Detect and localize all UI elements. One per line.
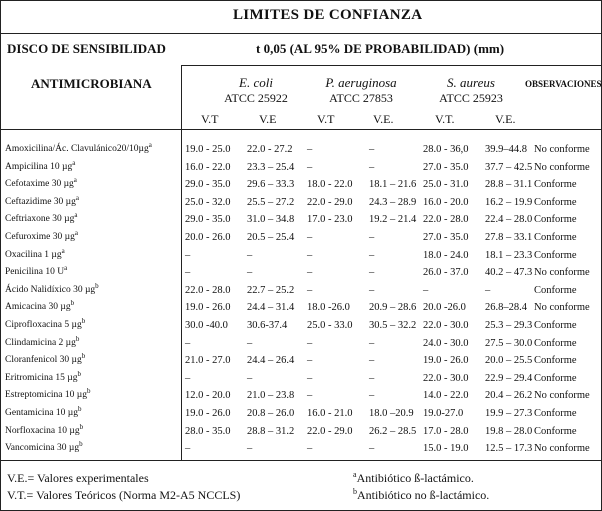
table-row [1, 440, 601, 458]
value-cell: – [185, 249, 191, 261]
value-cell: 26.8–28.4 [485, 302, 527, 314]
value-cell: 17.0 - 23.0 [307, 214, 353, 226]
table-row [1, 282, 601, 300]
table-row [1, 335, 601, 353]
value-cell: 22.9 – 29.4 [485, 372, 533, 384]
value-cell: – [369, 232, 375, 243]
value-cell: 22.0 - 29.0 [307, 425, 353, 437]
value-cell: 29.6 – 33.3 [247, 179, 295, 191]
footer-vt: V.T.= Valores Teóricos (Norma M2-A5 NCCLS) [7, 488, 241, 502]
value-cell: 19.0 - 25.0 [185, 144, 231, 155]
antimicrobial-sup: a [75, 193, 80, 202]
value-cell: 15.0 - 19.0 [423, 443, 469, 455]
antimicrobial-name [5, 158, 76, 172]
antimicrobial-name [5, 387, 91, 401]
value-cell: 27.5 – 30.0 [485, 337, 533, 349]
value-cell: – [185, 372, 191, 384]
observacion-cell: Conforme [534, 196, 577, 208]
subheader-ve: V.E [259, 112, 277, 126]
antimicrobial-sup: b [86, 387, 91, 396]
observacion-cell: Conforme [534, 425, 577, 437]
antimicrobial-label: Clindamicina 2 µg [5, 337, 76, 348]
observacion-cell: No conforme [534, 144, 590, 155]
value-cell: 20.8 – 26.0 [247, 408, 295, 419]
value-cell: 19.0-27.0 [423, 408, 464, 419]
organism-name: E. coli [239, 75, 273, 90]
observacion-cell: No conforme [534, 302, 590, 314]
value-cell: – [185, 267, 191, 279]
value-cell: 22.0 - 29.0 [307, 196, 353, 208]
observacion-cell: Conforme [534, 214, 577, 226]
antimicrobial-label: Ceftazidime 30 µg [5, 196, 76, 207]
table-row [1, 264, 601, 282]
note-sup: a [353, 470, 357, 479]
value-cell: – [307, 337, 313, 349]
observacion-cell: Conforme [534, 408, 577, 419]
value-cell: – [369, 144, 375, 155]
rule-organisms [181, 65, 601, 66]
organism-paeruginosa [306, 75, 416, 106]
value-cell: 19.8 – 28.0 [485, 425, 533, 437]
value-cell: 22.0 - 27.2 [247, 144, 293, 155]
organism-atcc: ATCC 27853 [329, 91, 393, 105]
antimicrobial-name [5, 405, 82, 418]
value-cell: 25.3 – 29.3 [485, 320, 533, 331]
antimicrobial-label: Estreptomicina 10 µg [5, 390, 87, 401]
value-cell: 27.0 - 35.0 [423, 161, 469, 173]
antimicrobial-sup: a [64, 264, 68, 273]
antimicrobial-label: Ampicilina 10 µg [5, 161, 73, 172]
observacion-cell: Conforme [534, 232, 577, 243]
value-cell: – [247, 267, 253, 279]
antimicrobial-name [5, 141, 152, 154]
value-cell: 21.0 - 27.0 [185, 355, 231, 367]
antimicrobial-sup: b [79, 422, 84, 431]
value-cell: 20.0 - 26.0 [185, 232, 231, 243]
value-cell: 39.9–44.8 [485, 144, 527, 155]
antimicrobial-label: Amoxicilina/Ác. Clavulánico20/10µg [5, 144, 149, 154]
value-cell: – [485, 284, 491, 296]
rule-top [1, 33, 601, 34]
value-cell: 29.0 - 35.0 [185, 179, 231, 191]
rule-table-bottom [1, 460, 601, 461]
value-cell: 18.1 – 23.3 [485, 249, 533, 261]
value-cell: – [307, 372, 313, 384]
table-row [1, 247, 601, 265]
value-cell: – [307, 355, 313, 367]
table-row [1, 299, 601, 317]
organism-ecoli [206, 75, 306, 106]
header-antimicrobiana: ANTIMICROBIANA [31, 76, 152, 91]
antimicrobial-label: Ácido Nalidíxico 30 µg [5, 284, 96, 295]
antimicrobial-name [5, 281, 99, 295]
page-title: LIMITES DE CONFIANZA [233, 7, 423, 23]
observacion-cell: Conforme [534, 372, 577, 384]
value-cell: – [307, 249, 313, 261]
footer-note-b [353, 488, 489, 503]
value-cell: 16.0 - 20.0 [423, 196, 469, 208]
antimicrobial-label: Norfloxacina 10 µg [5, 425, 80, 436]
antimicrobial-label: Ciprofloxacina 5 µg [5, 320, 82, 330]
value-cell: 31.0 – 34.8 [247, 214, 295, 226]
value-cell: 27.0 - 35.0 [423, 232, 469, 243]
value-cell: – [307, 232, 313, 243]
value-cell: – [369, 390, 375, 402]
antimicrobial-sup: b [81, 352, 86, 361]
observaciones-header: OBSERVACIONES [525, 79, 602, 89]
value-cell: – [307, 284, 313, 296]
antimicrobial-label: Cefuroxime 30 µg [5, 232, 75, 242]
antimicrobial-sup: b [78, 405, 82, 413]
value-cell: 24.0 - 30.0 [423, 337, 469, 349]
value-cell: 29.0 - 35.0 [185, 214, 231, 226]
observacion-cell: Conforme [534, 355, 577, 367]
value-cell: 19.0 - 26.0 [185, 408, 231, 419]
antimicrobial-name [5, 211, 78, 225]
value-cell: 16.0 - 22.0 [185, 161, 231, 173]
observacion-cell: Conforme [534, 179, 577, 191]
antimicrobial-sup: a [148, 141, 152, 149]
antimicrobial-name [5, 176, 77, 190]
value-cell: 28.0 - 35.0 [185, 425, 231, 437]
antimicrobial-sup: b [79, 440, 83, 449]
organism-name: P. aeruginosa [325, 75, 397, 90]
antimicrobial-label: Gentamicina 10 µg [5, 408, 79, 418]
antimicrobial-name [5, 246, 65, 260]
table-row [1, 159, 601, 177]
value-cell: 20.5 – 25.4 [247, 232, 295, 243]
value-cell: 22.0 - 30.0 [423, 320, 469, 331]
antimicrobial-name [5, 299, 75, 313]
subheader-vt: V.T [317, 112, 335, 126]
value-cell: – [247, 337, 253, 349]
value-cell: – [369, 355, 375, 367]
value-cell: 20.0 – 25.5 [485, 355, 533, 367]
value-cell: – [247, 372, 253, 384]
value-cell: – [307, 161, 313, 173]
value-cell: 30.0 -40.0 [185, 320, 228, 331]
observacion-cell: No conforme [534, 443, 590, 455]
value-cell: 19.9 – 27.3 [485, 408, 533, 419]
value-cell: 23.3 – 25.4 [247, 161, 295, 173]
value-cell: 12.0 - 20.0 [185, 390, 231, 402]
value-cell: 24.3 – 28.9 [369, 196, 417, 208]
value-cell: – [423, 284, 429, 296]
value-cell: 18.0 - 22.0 [307, 179, 353, 191]
value-cell: 25.0 - 33.0 [307, 320, 353, 331]
table-row [1, 405, 601, 423]
antimicrobial-label: Oxacilina 1 µg [5, 249, 62, 260]
value-cell: 17.0 - 28.0 [423, 425, 469, 437]
antimicrobial-label: Penicilina 10 U [5, 267, 65, 278]
value-cell: 24.4 – 31.4 [247, 302, 295, 314]
observacion-cell: Conforme [534, 320, 577, 331]
antimicrobial-label: Eritromicina 15 µg [5, 372, 78, 383]
organism-name: S. aureus [447, 75, 495, 90]
value-cell: 28.8 – 31.1 [485, 179, 533, 191]
value-cell: – [369, 161, 375, 173]
antimicrobial-name [5, 317, 86, 330]
value-cell: 22.0 - 28.0 [185, 284, 231, 296]
observacion-cell: No conforme [534, 267, 590, 279]
antimicrobial-sup: b [70, 299, 75, 308]
table-row [1, 141, 601, 159]
value-cell: – [307, 267, 313, 279]
value-cell: 25.0 - 31.0 [423, 179, 469, 191]
value-cell: – [307, 443, 313, 455]
header-t-value: t 0,05 (AL 95% DE PROBABILIDAD) (mm) [256, 41, 505, 56]
observacion-cell: Conforme [534, 249, 577, 261]
value-cell: 21.0 – 23.8 [247, 390, 295, 402]
antimicrobial-name [5, 229, 78, 242]
antimicrobial-label: Vancomicina 30 µg [5, 443, 80, 454]
value-cell: – [369, 267, 375, 279]
value-cell: 22.7 – 25.2 [247, 284, 295, 296]
antimicrobial-name [5, 440, 83, 454]
subheader-vt: V.T. [435, 112, 455, 126]
value-cell: 16.0 - 21.0 [307, 408, 353, 419]
table-row [1, 387, 601, 405]
value-cell: – [247, 249, 253, 261]
value-cell: 14.0 - 22.0 [423, 390, 469, 402]
value-cell: 18.0 - 24.0 [423, 249, 469, 261]
value-cell: – [307, 390, 313, 402]
antimicrobial-sup: a [73, 176, 77, 185]
antimicrobial-name [5, 264, 68, 278]
antimicrobial-name [5, 369, 81, 383]
footer-ve: V.E.= Valores experimentales [7, 471, 149, 485]
antimicrobial-sup: a [74, 211, 78, 220]
footer-note-a [353, 471, 474, 486]
value-cell: – [369, 372, 375, 384]
value-cell: 20.4 – 26.2 [485, 390, 533, 402]
note-text: Antibiótico no ß-lactámico. [357, 488, 490, 502]
value-cell: – [369, 337, 375, 349]
subheader-ve: V.E. [495, 112, 516, 126]
antimicrobial-label: Cloranfenicol 30 µg [5, 355, 82, 366]
antimicrobial-label: Ceftriaxone 30 µg [5, 214, 75, 225]
table-row [1, 352, 601, 370]
note-sup: b [353, 487, 357, 496]
observacion-cell: No conforme [534, 390, 590, 402]
value-cell: 40.2 – 47.3 [485, 267, 533, 279]
value-cell: 30.6-37.4 [247, 320, 288, 331]
subheader-ve: V.E. [373, 112, 394, 126]
value-cell: 37.7 – 42.5 [485, 161, 533, 173]
value-cell: – [185, 337, 191, 349]
value-cell: 26.0 - 37.0 [423, 267, 469, 279]
value-cell: 30.5 – 32.2 [369, 320, 417, 331]
organism-saureus [421, 75, 521, 106]
value-cell: – [369, 284, 375, 296]
value-cell: 12.5 – 17.3 [485, 443, 533, 455]
value-cell: 20.0 -26.0 [423, 302, 466, 314]
note-text: Antibiótico ß-lactámico. [356, 471, 474, 485]
observacion-cell: No conforme [534, 161, 590, 173]
antimicrobial-sup: a [74, 229, 78, 237]
antimicrobial-label: Cefotaxime 30 µg [5, 179, 74, 190]
value-cell: 20.9 – 28.6 [369, 302, 417, 314]
value-cell: 22.4 – 28.0 [485, 214, 533, 226]
value-cell: 22.0 - 30.0 [423, 372, 469, 384]
value-cell: 28.8 – 31.2 [247, 425, 295, 437]
table-row [1, 423, 601, 441]
antimicrobial-sup: b [81, 317, 86, 325]
value-cell: – [369, 443, 375, 455]
value-cell: 19.0 - 26.0 [185, 302, 231, 314]
value-cell: 16.2 – 19.9 [485, 196, 533, 208]
value-cell: 25.5 – 27.2 [247, 196, 295, 208]
antimicrobial-name [5, 422, 84, 436]
antimicrobial-sup: a [72, 158, 76, 167]
antimicrobial-label: Amicacina 30 µg [5, 302, 71, 313]
antimicrobial-sup: b [95, 281, 99, 290]
value-cell: – [369, 249, 375, 261]
antimicrobial-name [5, 352, 86, 366]
antimicrobial-name [5, 193, 80, 207]
antimicrobial-sup: b [75, 334, 80, 343]
antimicrobial-sup: a [61, 246, 65, 255]
value-cell: – [307, 144, 313, 155]
value-cell: 19.2 – 21.4 [369, 214, 417, 226]
value-cell: 26.2 – 28.5 [369, 425, 417, 437]
table-row [1, 194, 601, 212]
value-cell: 28.0 - 36,0 [423, 144, 469, 155]
antimicrobial-sup: b [77, 369, 81, 378]
subheader-vt: V.T [201, 112, 219, 126]
header-disco: DISCO DE SENSIBILIDAD [7, 41, 166, 56]
value-cell: 22.0 - 28.0 [423, 214, 469, 226]
observacion-cell: Conforme [534, 284, 577, 296]
value-cell: 25.0 - 32.0 [185, 196, 231, 208]
value-cell: 19.0 - 26.0 [423, 355, 469, 367]
value-cell: 18.1 – 21.6 [369, 179, 417, 191]
table-row [1, 176, 601, 194]
organism-atcc: ATCC 25922 [224, 91, 288, 105]
rule-header-bottom [1, 129, 601, 130]
value-cell: – [247, 443, 253, 455]
organism-atcc: ATCC 25923 [439, 91, 503, 105]
value-cell: – [185, 443, 191, 455]
value-cell: 24.4 – 26.4 [247, 355, 295, 367]
value-cell: 18.0 –20.9 [369, 408, 414, 419]
table-row [1, 229, 601, 247]
value-cell: 27.8 – 33.1 [485, 232, 533, 243]
table-row [1, 317, 601, 335]
observacion-cell: Conforme [534, 337, 577, 349]
table-row [1, 370, 601, 388]
value-cell: 18.0 -26.0 [307, 302, 350, 314]
table-row [1, 211, 601, 229]
antimicrobial-name [5, 334, 80, 348]
